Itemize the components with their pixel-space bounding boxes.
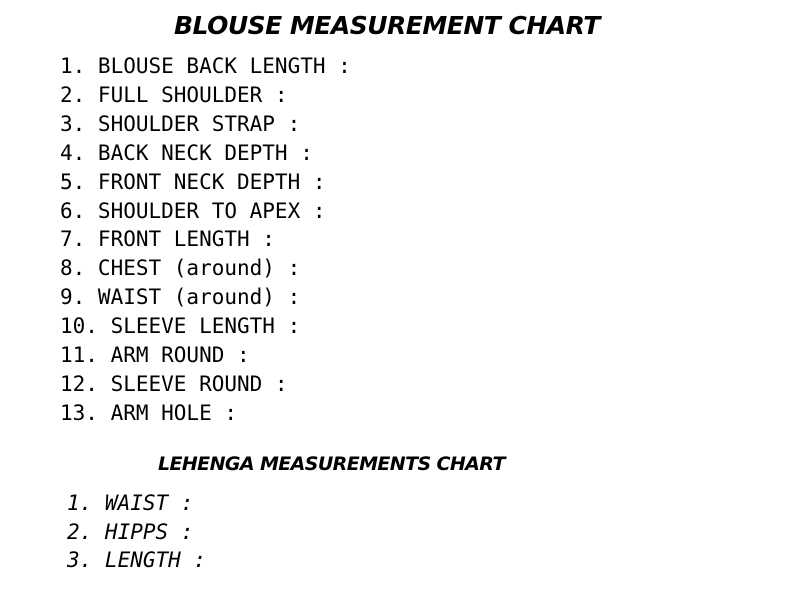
blouse-item-front-length: 7. FRONT LENGTH :: [60, 227, 275, 252]
blouse-item-chest: 8. CHEST (around) :: [60, 256, 301, 281]
blouse-item-arm-round: 11. ARM ROUND :: [60, 343, 250, 368]
blouse-item-sleeve-length: 10. SLEEVE LENGTH :: [60, 314, 301, 339]
blouse-item-full-shoulder: 2. FULL SHOULDER :: [60, 82, 288, 107]
blouse-item-shoulder-to-apex: 6. SHOULDER TO APEX :: [60, 198, 326, 223]
blouse-item-front-neck-depth: 5. FRONT NECK DEPTH :: [60, 169, 326, 194]
lehenga-item-length: 3. LENGTH :: [67, 548, 207, 573]
blouse-item-back-length: 1. BLOUSE BACK LENGTH :: [60, 54, 351, 78]
blouse-item-waist: 9. WAIST (around) :: [60, 285, 301, 310]
lehenga-item-hipps: 2. HIPPS :: [67, 519, 194, 544]
lehenga-chart-title: LEHENGA MEASUREMENTS CHART: [158, 453, 505, 475]
blouse-item-back-neck-depth: 4. BACK NECK DEPTH :: [60, 140, 313, 165]
blouse-chart-title: BLOUSE MEASUREMENT CHART: [174, 11, 600, 40]
lehenga-measurement-list: [67, 489, 206, 575]
blouse-item-arm-hole: 13. ARM HOLE :: [60, 400, 238, 425]
blouse-measurement-list: [60, 52, 351, 428]
blouse-item-shoulder-strap: 3. SHOULDER STRAP :: [60, 111, 301, 136]
blouse-item-sleeve-round: 12. SLEEVE ROUND :: [60, 371, 288, 396]
lehenga-item-waist: 1. WAIST :: [67, 491, 194, 515]
